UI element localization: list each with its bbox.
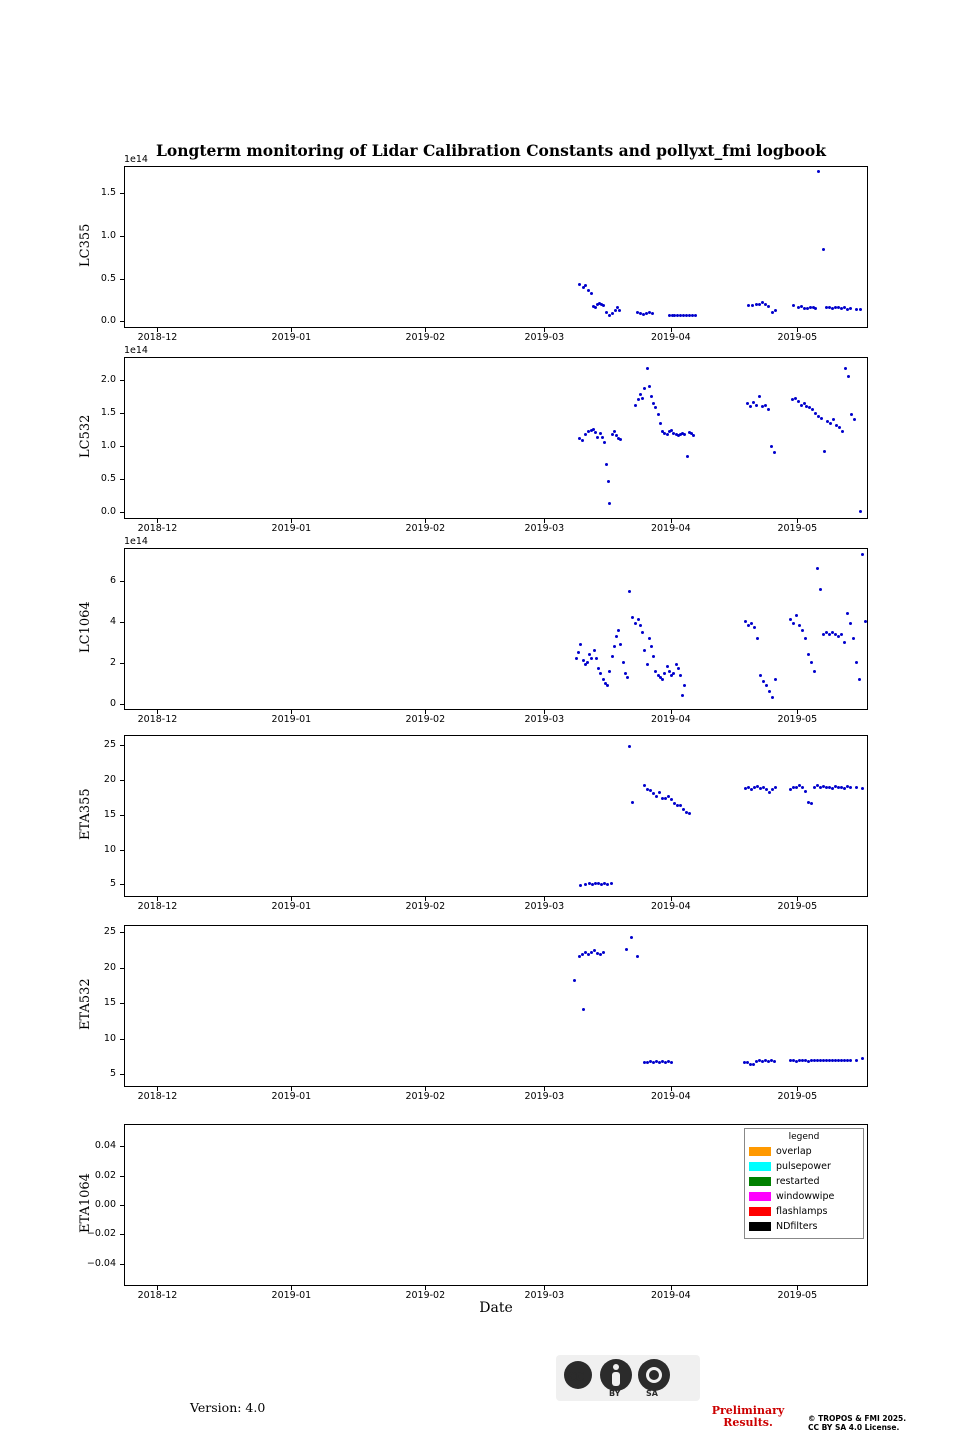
data-point [611, 433, 614, 436]
data-point [668, 670, 671, 673]
x-tick-mark [671, 897, 672, 901]
x-tick-mark [797, 519, 798, 523]
y-tick-label: 5 [109, 878, 116, 890]
data-point [657, 413, 660, 416]
data-point [679, 674, 682, 677]
data-point [770, 445, 773, 448]
preliminary-line-1: Preliminary [711, 1404, 785, 1417]
x-tick-label: 2019-04 [650, 1290, 691, 1301]
y-tick-label: 20 [103, 774, 116, 786]
x-tick-mark [544, 519, 545, 523]
x-tick-mark [425, 1286, 426, 1290]
x-tick-label: 2019-04 [650, 523, 691, 534]
legend-item-label: NDfilters [776, 1221, 818, 1232]
data-point [859, 510, 862, 513]
y-tick-mark [120, 581, 124, 582]
data-point [631, 616, 634, 619]
cc-letters: CC [568, 1370, 584, 1384]
cc-sa-label: SA [646, 1389, 658, 1398]
x-tick-mark [425, 710, 426, 714]
legend-swatch-icon [749, 1222, 771, 1231]
y-tick-label: 25 [103, 926, 116, 938]
y-tick-mark [120, 850, 124, 851]
y-tick-mark [120, 663, 124, 664]
x-tick-mark [157, 1087, 158, 1091]
y-tick-mark [120, 1234, 124, 1235]
data-point [613, 430, 616, 433]
x-tick-label: 2019-01 [271, 901, 312, 912]
y-tick-label: 10 [103, 1032, 116, 1044]
x-tick-label: 2019-01 [271, 1290, 312, 1301]
x-tick-label: 2019-01 [271, 1091, 312, 1102]
x-tick-mark [544, 1286, 545, 1290]
x-tick-label: 2019-02 [405, 1091, 446, 1102]
y-tick-mark [120, 932, 124, 933]
copyright-notice [808, 1414, 906, 1432]
preliminary-results-stamp [703, 1405, 793, 1429]
y-tick-label: 6 [109, 574, 116, 586]
x-tick-label: 2019-03 [524, 332, 565, 343]
x-tick-label: 2019-02 [405, 901, 446, 912]
x-tick-label: 2018-12 [137, 332, 178, 343]
y-tick-mark [120, 279, 124, 280]
x-tick-mark [797, 1087, 798, 1091]
data-point [587, 289, 590, 292]
data-point [618, 309, 621, 312]
legend-rows [749, 1144, 859, 1234]
data-point [688, 812, 691, 815]
y-axis-label-eta1064: ETA1064 [78, 1173, 93, 1233]
y-tick-label: 0.0 [100, 506, 116, 518]
x-tick-mark [425, 1087, 426, 1091]
data-point [855, 786, 858, 789]
data-point [849, 1059, 852, 1062]
data-point [588, 882, 591, 885]
legend-swatch-icon [749, 1162, 771, 1171]
x-axis-label: Date [479, 1300, 513, 1316]
y-axis-exponent: 1e14 [124, 345, 148, 356]
version-text: Version: 4.0 [190, 1400, 266, 1415]
x-tick-mark [157, 519, 158, 523]
y-tick-label: 15 [103, 808, 116, 820]
data-point [861, 787, 864, 790]
x-tick-mark [157, 328, 158, 332]
plot-panel-lc532 [124, 357, 868, 519]
y-tick-label: −0.04 [86, 1257, 116, 1269]
x-tick-mark [291, 710, 292, 714]
y-tick-label: 1.5 [100, 187, 116, 199]
x-tick-mark [291, 1087, 292, 1091]
data-point [641, 631, 644, 634]
y-tick-mark [120, 193, 124, 194]
data-point [694, 314, 697, 317]
x-tick-mark [291, 897, 292, 901]
y-tick-label: 25 [103, 739, 116, 751]
data-point [611, 655, 614, 658]
data-point [822, 248, 825, 251]
y-tick-mark [120, 1264, 124, 1265]
legend [744, 1128, 864, 1239]
creative-commons-badge [556, 1355, 700, 1401]
legend-title: legend [788, 1132, 820, 1142]
y-tick-label: 20 [103, 961, 116, 973]
data-point [800, 305, 803, 308]
y-tick-mark [120, 413, 124, 414]
plot-panel-lc1064 [124, 548, 868, 710]
x-tick-label: 2019-03 [524, 1290, 565, 1301]
data-point [584, 284, 587, 287]
legend-item-ndfilters [749, 1219, 859, 1234]
data-point [855, 308, 858, 311]
y-tick-label: 15 [103, 997, 116, 1009]
data-point [774, 309, 777, 312]
data-point [617, 629, 620, 632]
data-point [849, 307, 852, 310]
y-axis-label-lc355: LC355 [78, 223, 93, 267]
y-tick-label: 0.5 [100, 473, 116, 485]
data-point [606, 684, 609, 687]
y-axis-label-eta532: ETA532 [78, 978, 93, 1030]
data-point [651, 312, 654, 315]
data-point [670, 1061, 673, 1064]
y-tick-mark [120, 321, 124, 322]
data-point [813, 670, 816, 673]
x-tick-mark [544, 1087, 545, 1091]
data-point [794, 397, 797, 400]
y-tick-mark [120, 968, 124, 969]
y-tick-mark [120, 745, 124, 746]
x-tick-label: 2019-01 [271, 714, 312, 725]
data-point [611, 312, 614, 315]
data-point [804, 637, 807, 640]
data-point [764, 404, 767, 407]
page-title: Longterm monitoring of Lidar Calibration Constants and pollyxt_fmi logbook [156, 141, 826, 160]
legend-item-overlap [749, 1144, 859, 1159]
legend-item-windowwipe [749, 1189, 859, 1204]
data-point [858, 678, 861, 681]
x-tick-label: 2019-01 [271, 332, 312, 343]
x-tick-label: 2019-03 [524, 1091, 565, 1102]
data-point [801, 629, 804, 632]
x-tick-label: 2019-04 [650, 332, 691, 343]
data-point [666, 433, 669, 436]
x-tick-mark [671, 519, 672, 523]
data-point [636, 955, 639, 958]
x-tick-mark [671, 328, 672, 332]
x-tick-label: 2019-02 [405, 332, 446, 343]
data-point [797, 400, 800, 403]
cc-by-body [612, 1372, 620, 1386]
y-tick-mark [120, 1176, 124, 1177]
x-tick-mark [157, 710, 158, 714]
y-tick-mark [120, 815, 124, 816]
copyright-line-1: © TROPOS & FMI 2025. [808, 1414, 907, 1423]
x-tick-mark [797, 1286, 798, 1290]
data-point [626, 676, 629, 679]
data-point [593, 949, 596, 952]
x-tick-label: 2019-05 [777, 332, 818, 343]
y-tick-mark [120, 236, 124, 237]
y-tick-mark [120, 884, 124, 885]
x-tick-label: 2018-12 [137, 714, 178, 725]
data-point [582, 659, 585, 662]
legend-item-label: windowwipe [776, 1191, 835, 1202]
data-point [844, 367, 847, 370]
x-tick-mark [291, 519, 292, 523]
x-tick-mark [425, 897, 426, 901]
y-tick-mark [120, 1074, 124, 1075]
legend-swatch-icon [749, 1192, 771, 1201]
data-point [608, 670, 611, 673]
x-tick-mark [291, 328, 292, 332]
data-point [608, 314, 611, 317]
x-tick-label: 2019-02 [405, 523, 446, 534]
data-point [843, 641, 846, 644]
x-tick-label: 2019-03 [524, 523, 565, 534]
legend-item-label: restarted [776, 1176, 820, 1187]
data-point [584, 883, 587, 886]
y-tick-label: 2 [109, 656, 116, 668]
x-tick-label: 2019-04 [650, 901, 691, 912]
data-point [637, 618, 640, 621]
data-point [661, 678, 664, 681]
x-tick-label: 2018-12 [137, 901, 178, 912]
data-point [602, 951, 605, 954]
legend-item-pulsepower [749, 1159, 859, 1174]
x-tick-mark [797, 897, 798, 901]
data-point [590, 951, 593, 954]
legend-swatch-icon [749, 1207, 771, 1216]
data-point [819, 588, 822, 591]
x-tick-label: 2019-01 [271, 523, 312, 534]
y-axis-exponent: 1e14 [124, 154, 148, 165]
y-axis-label-eta355: ETA355 [78, 788, 93, 840]
data-point [746, 402, 749, 405]
y-axis-label-lc532: LC532 [78, 414, 93, 458]
copyright-line-2: CC BY SA 4.0 License. [808, 1423, 900, 1432]
legend-item-label: overlap [776, 1146, 812, 1157]
x-tick-label: 2018-12 [137, 1091, 178, 1102]
x-tick-label: 2019-05 [777, 714, 818, 725]
x-tick-mark [157, 1286, 158, 1290]
x-tick-label: 2019-04 [650, 714, 691, 725]
data-point [859, 308, 862, 311]
y-tick-label: 5 [109, 1068, 116, 1080]
data-point [643, 784, 646, 787]
y-tick-mark [120, 1003, 124, 1004]
x-tick-mark [671, 1286, 672, 1290]
data-point [613, 645, 616, 648]
data-point [861, 1057, 864, 1060]
y-tick-mark [120, 512, 124, 513]
data-point [755, 404, 758, 407]
y-tick-label: 10 [103, 843, 116, 855]
x-tick-label: 2019-02 [405, 1290, 446, 1301]
data-point [686, 455, 689, 458]
data-point [648, 637, 651, 640]
data-point [615, 635, 618, 638]
x-tick-label: 2019-03 [524, 714, 565, 725]
y-tick-label: −0.02 [86, 1228, 116, 1240]
data-point [624, 672, 627, 675]
y-tick-mark [120, 446, 124, 447]
legend-item-label: flashlamps [776, 1206, 828, 1217]
x-tick-label: 2018-12 [137, 1290, 178, 1301]
y-tick-mark [120, 479, 124, 480]
x-tick-label: 2019-05 [777, 1290, 818, 1301]
legend-item-flashlamps [749, 1204, 859, 1219]
y-tick-mark [120, 1039, 124, 1040]
x-tick-label: 2018-12 [137, 523, 178, 534]
y-tick-mark [120, 704, 124, 705]
data-point [650, 645, 653, 648]
y-tick-mark [120, 1205, 124, 1206]
x-tick-mark [544, 897, 545, 901]
data-point [831, 787, 834, 790]
cc-sa-ring [646, 1367, 662, 1383]
data-point [800, 404, 803, 407]
data-point [801, 786, 804, 789]
data-point [643, 387, 646, 390]
data-point [584, 433, 587, 436]
data-point [646, 367, 649, 370]
data-point [843, 787, 846, 790]
data-point [864, 620, 867, 623]
y-axis-label-lc1064: LC1064 [78, 601, 93, 653]
x-tick-label: 2019-05 [777, 523, 818, 534]
data-point [607, 480, 610, 483]
y-tick-mark [120, 380, 124, 381]
y-tick-label: 0.0 [100, 315, 116, 327]
y-tick-label: 1.0 [100, 229, 116, 241]
data-point [855, 1059, 858, 1062]
x-tick-label: 2019-04 [650, 1091, 691, 1102]
data-point [804, 790, 807, 793]
data-point [614, 309, 617, 312]
data-point [631, 801, 634, 804]
x-tick-mark [671, 1087, 672, 1091]
y-tick-label: 0.5 [100, 272, 116, 284]
x-tick-mark [544, 328, 545, 332]
data-point [672, 672, 675, 675]
data-point [816, 567, 819, 570]
data-point [767, 305, 770, 308]
y-tick-label: 0.04 [94, 1140, 116, 1152]
data-point [659, 422, 662, 425]
data-point [578, 283, 581, 286]
legend-item-restarted [749, 1174, 859, 1189]
preliminary-line-2: Results. [723, 1416, 773, 1429]
data-point [602, 678, 605, 681]
x-tick-mark [544, 710, 545, 714]
data-point [773, 1060, 776, 1063]
y-tick-label: 0.00 [94, 1199, 116, 1210]
y-tick-label: 2.0 [100, 374, 116, 386]
x-tick-mark [425, 519, 426, 523]
cc-by-head [613, 1364, 619, 1370]
x-tick-label: 2019-05 [777, 1091, 818, 1102]
y-tick-mark [120, 1146, 124, 1147]
x-tick-label: 2019-03 [524, 901, 565, 912]
data-point [852, 637, 855, 640]
cc-by-label: BY [609, 1389, 621, 1398]
data-point [605, 311, 608, 314]
data-point [840, 633, 843, 636]
x-tick-mark [671, 710, 672, 714]
x-tick-mark [797, 710, 798, 714]
plot-panel-eta355 [124, 735, 868, 897]
y-tick-label: 1.5 [100, 407, 116, 419]
legend-swatch-icon [749, 1147, 771, 1156]
y-tick-label: 1.0 [100, 440, 116, 452]
data-point [861, 553, 864, 556]
legend-swatch-icon [749, 1177, 771, 1186]
data-point [593, 649, 596, 652]
y-tick-mark [120, 780, 124, 781]
y-tick-label: 4 [109, 615, 116, 627]
x-tick-mark [425, 328, 426, 332]
y-axis-exponent: 1e14 [124, 536, 148, 547]
legend-item-label: pulsepower [776, 1161, 831, 1172]
x-tick-label: 2019-05 [777, 901, 818, 912]
data-point [749, 405, 752, 408]
data-point [846, 612, 849, 615]
y-tick-mark [120, 622, 124, 623]
y-tick-label: 0 [109, 697, 116, 709]
x-tick-label: 2019-02 [405, 714, 446, 725]
y-tick-label: 0.02 [94, 1169, 116, 1181]
data-point [599, 432, 602, 435]
x-tick-mark [157, 897, 158, 901]
x-tick-mark [291, 1286, 292, 1290]
x-tick-mark [797, 328, 798, 332]
